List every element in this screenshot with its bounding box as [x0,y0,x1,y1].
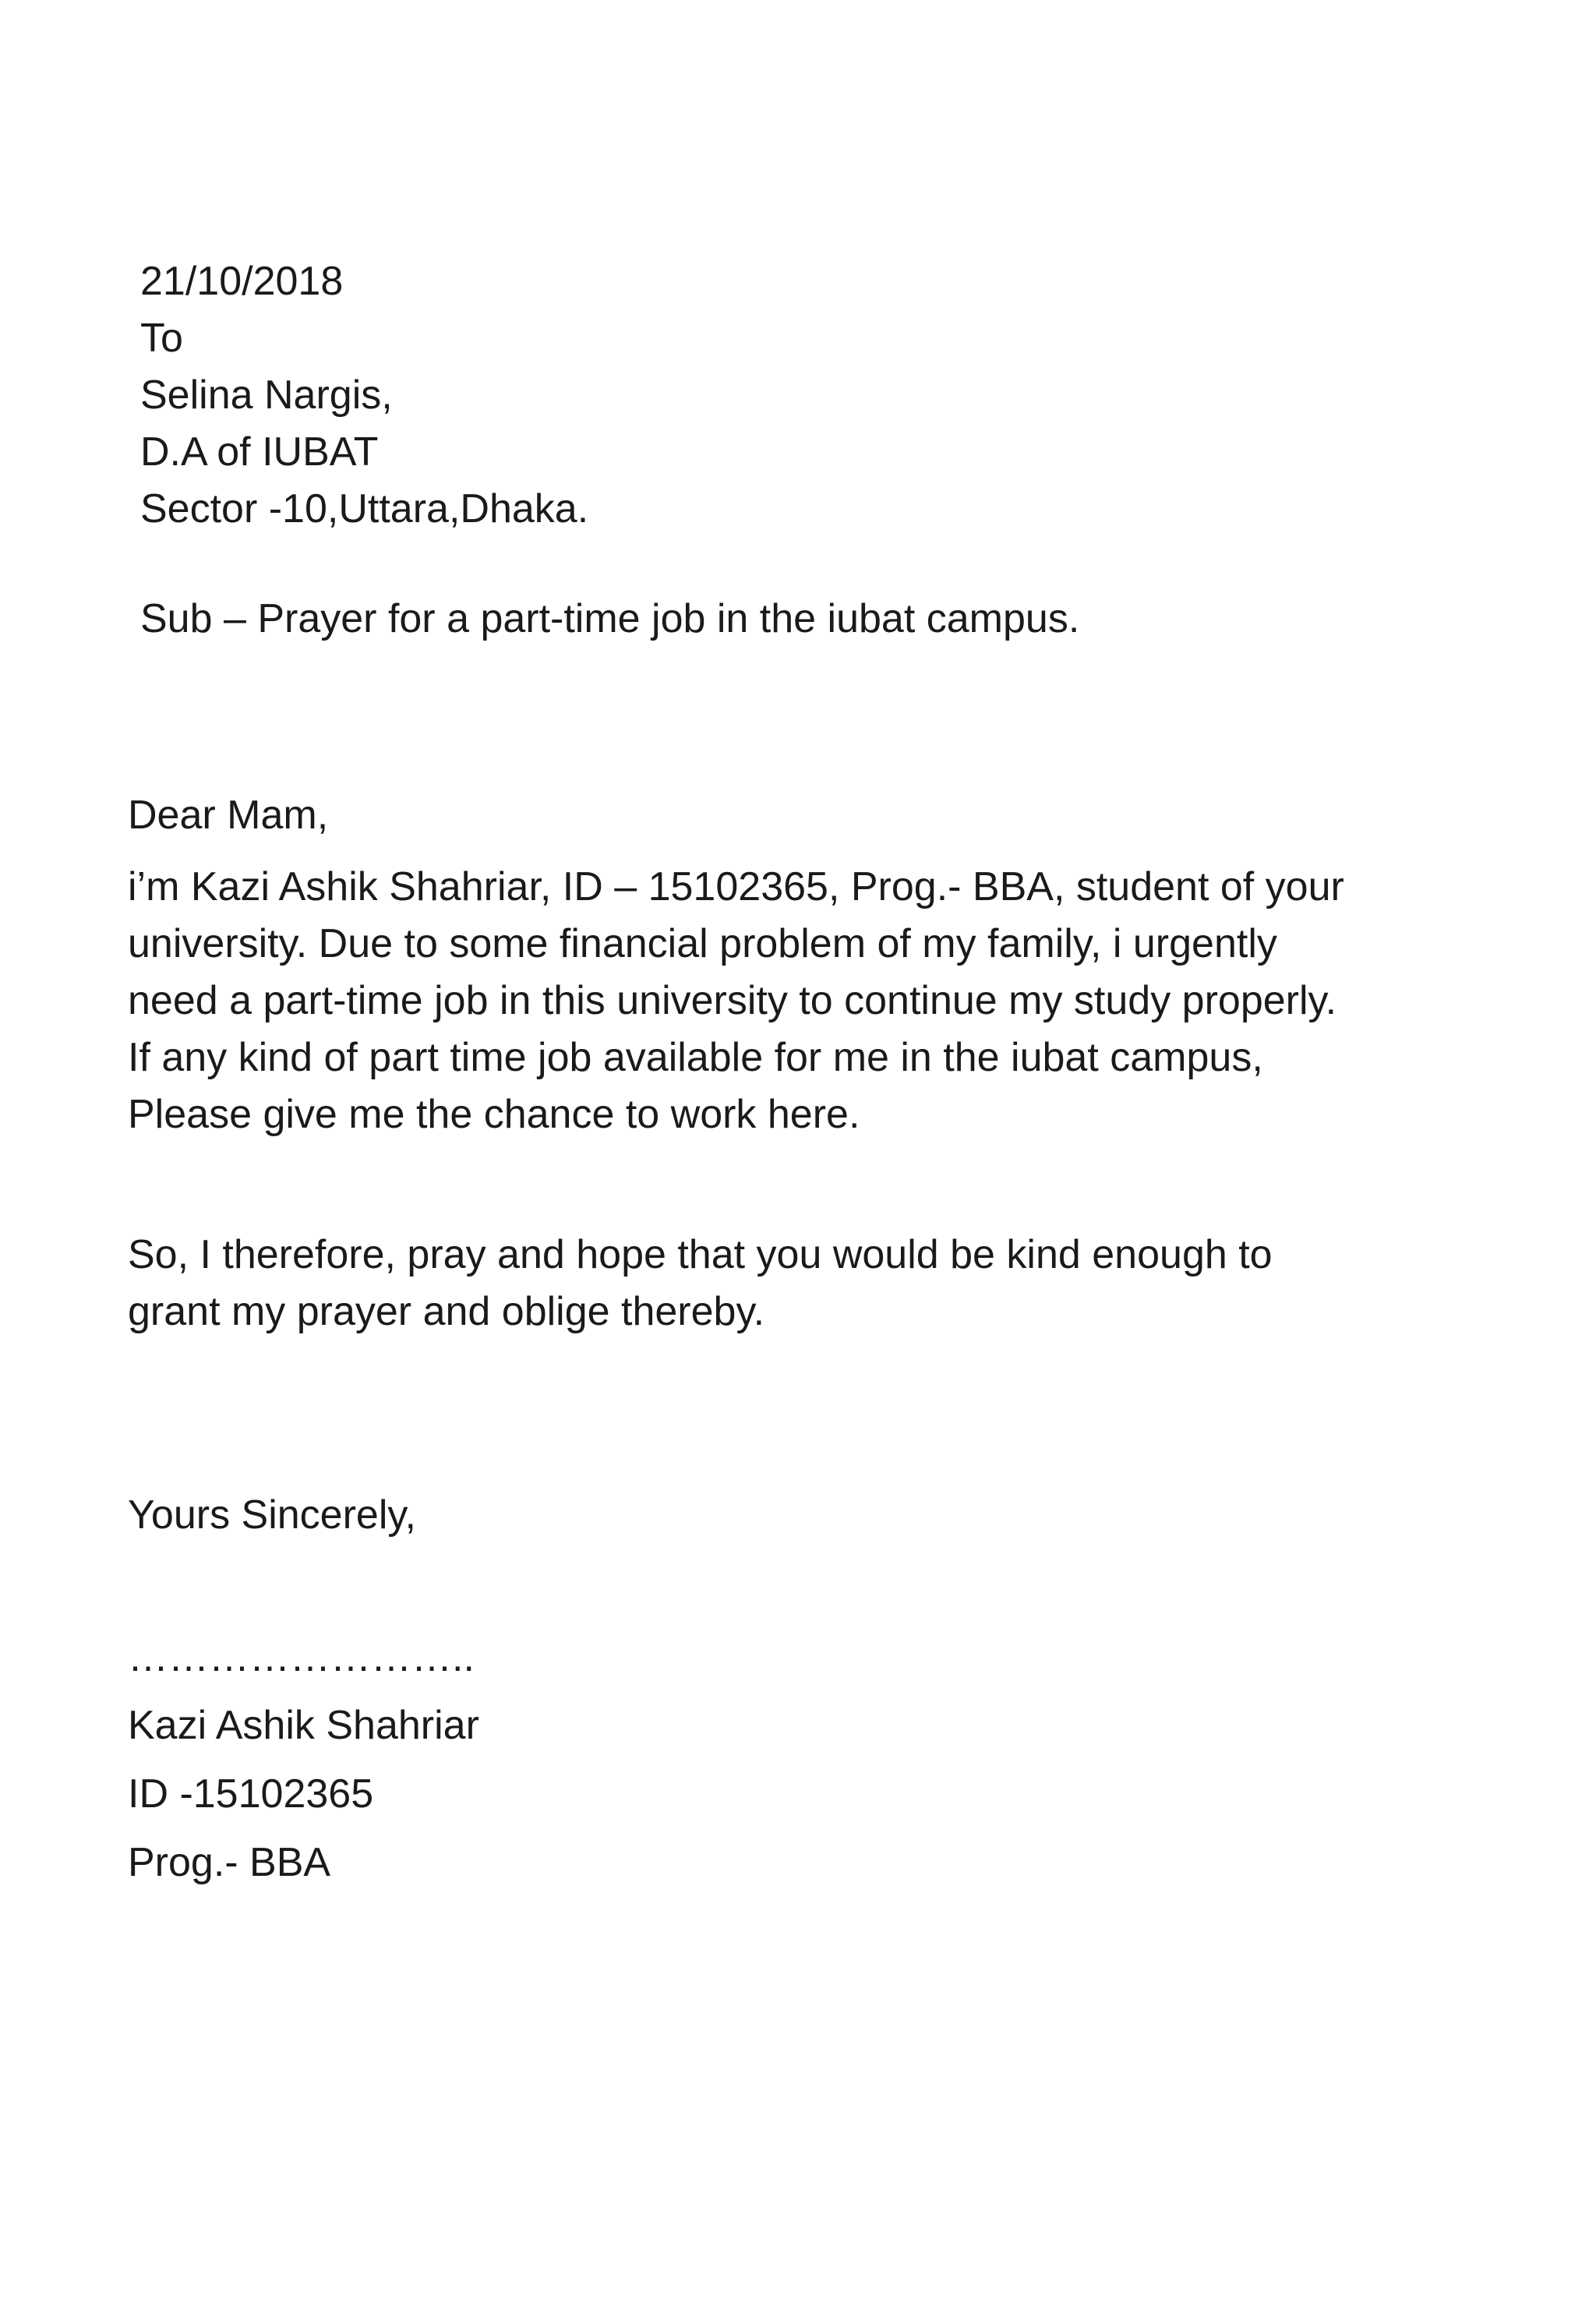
paragraph-line: need a part-time job in this university to continue my study properly. [128,978,1337,1023]
recipient-title: D.A of IUBAT [140,429,379,475]
recipient-name: Selina Nargis, [140,373,393,418]
paragraph-line: grant my prayer and oblige thereby. [128,1289,765,1334]
body-paragraph-1 [128,859,1546,1143]
to-label: To [140,316,183,361]
signature-line: …………………….. [128,1635,475,1680]
subject-line: Sub – Prayer for a part-time job in the iubat campus. [140,596,1080,641]
paragraph-line: So, I therefore, pray and hope that you would be kind enough to [128,1232,1273,1277]
paragraph-line: university. Due to some financial problem of my family, i urgently [128,921,1277,966]
sender-name: Kazi Ashik Shahriar [128,1703,479,1748]
paragraph-line: If any kind of part time job available for me in the iubat campus, [128,1035,1263,1080]
paragraph-line: i’m Kazi Ashik Shahriar, ID – 15102365, Prog.- BBA, student of your [128,864,1344,909]
letter-date: 21/10/2018 [140,259,344,304]
recipient-address: Sector -10,Uttara,Dhaka. [140,486,589,531]
closing: Yours Sincerely, [128,1492,416,1538]
sender-program: Prog.- BBA [128,1840,331,1885]
body-paragraph-2 [128,1227,1546,1340]
paragraph-line: Please give me the chance to work here. [128,1092,860,1137]
salutation: Dear Mam, [128,793,329,838]
sender-id: ID -15102365 [128,1771,374,1817]
